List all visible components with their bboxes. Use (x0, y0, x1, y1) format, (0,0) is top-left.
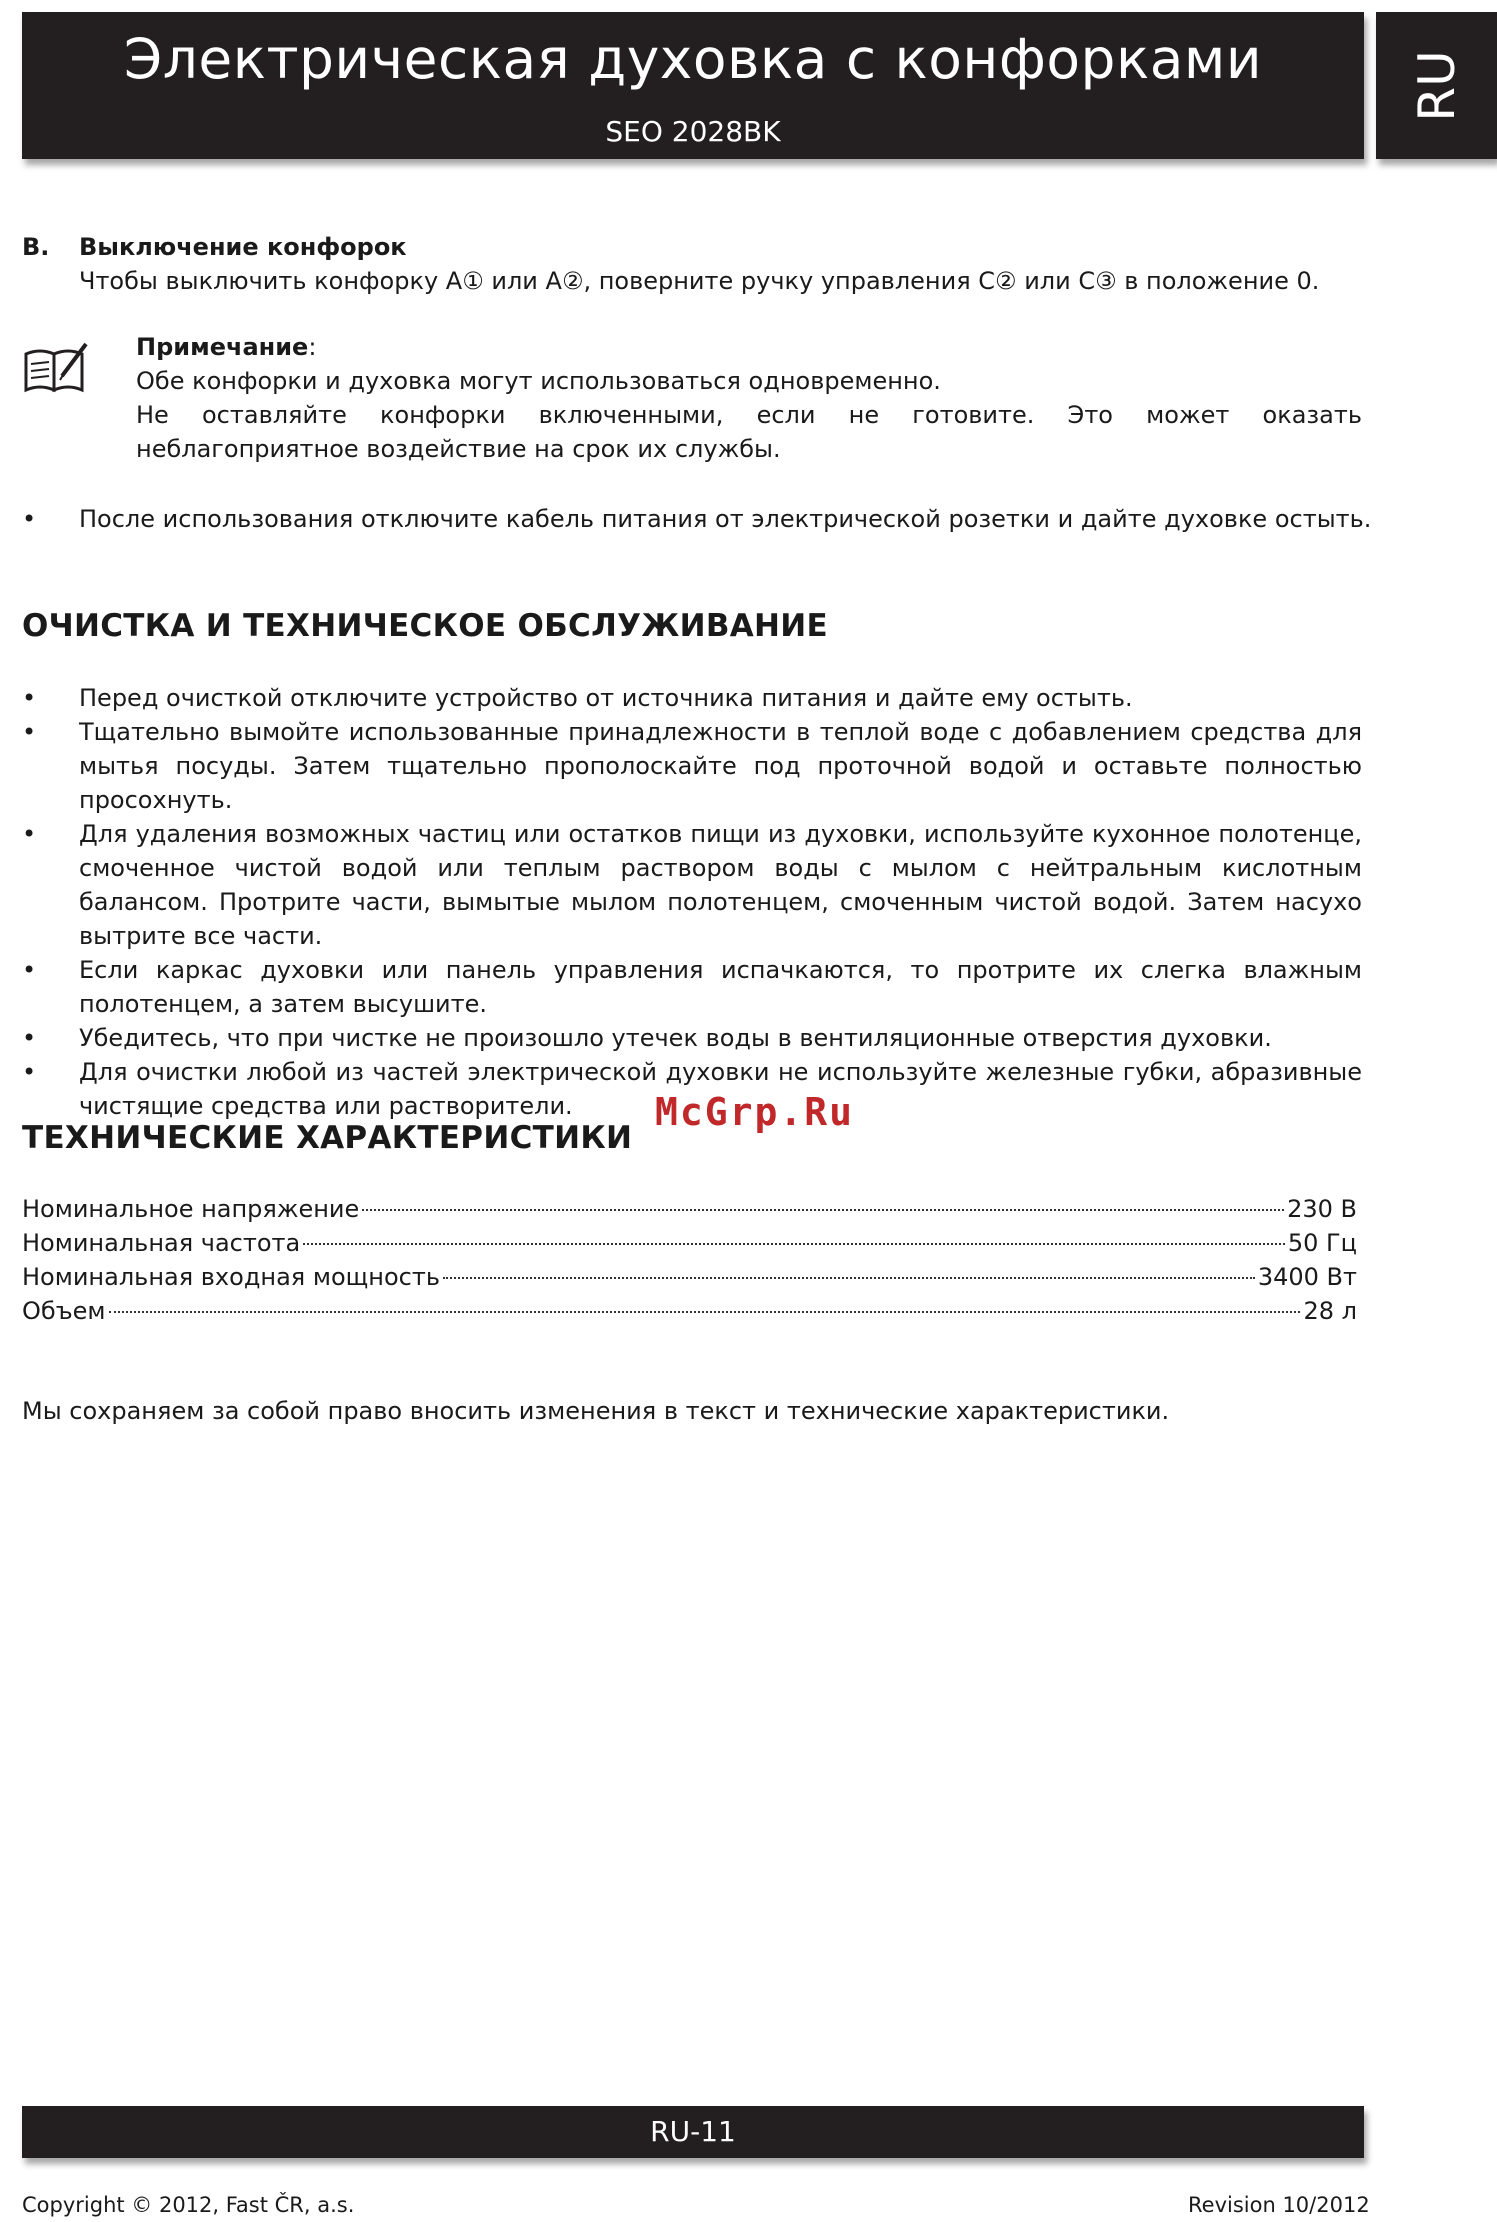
list-item (22, 953, 1362, 1021)
spec-value: 230 В (1287, 1195, 1357, 1223)
watermark: McGrp.Ru (655, 1090, 855, 1134)
list-item-text: Для очистки любой из частей электрической духовки не используйте железные губки, абразивные чистящие средства или растворители. (79, 1058, 1362, 1120)
language-code: RU (1407, 49, 1466, 122)
list-item (22, 1021, 1362, 1055)
list-item (22, 715, 1362, 817)
list-item (22, 817, 1362, 953)
bullet-icon: • (22, 1024, 37, 1052)
note-line-1: Обе конфорки и духовка могут использоваться одновременно. (136, 367, 941, 395)
list-item-text: Для удаления возможных частиц или остатков пищи из духовки, используйте кухонное полотенце, смоченное чистой водой или теплым раствором воды с мылом с нейтральным кислотным балансом. Протрите части, вымытые мылом полотенцем, смоченным чистой водой. Затем насухо вытрите все части. (79, 820, 1362, 950)
copyright: Copyright © 2012, Fast ČR, a.s. (22, 2193, 355, 2217)
dot-leader (443, 1277, 1255, 1279)
note-block (136, 330, 1362, 466)
spec-row (22, 1294, 1357, 1328)
spec-value: 28 л (1303, 1297, 1357, 1325)
cleaning-heading: ОЧИСТКА И ТЕХНИЧЕСКОЕ ОБСЛУЖИВАНИЕ (22, 608, 829, 644)
list-item (22, 681, 1362, 715)
dot-leader (362, 1209, 1284, 1211)
spec-label: Номинальная частота (22, 1229, 301, 1257)
after-use-text: После использования отключите кабель питания от электрической розетки и дайте духовке остыть. (79, 505, 1372, 533)
specs-heading: ТЕХНИЧЕСКИЕ ХАРАКТЕРИСТИКИ (22, 1120, 633, 1156)
cleaning-list (22, 681, 1362, 1123)
revision: Revision 10/2012 (1188, 2193, 1370, 2217)
list-item (22, 502, 1419, 536)
spec-row (22, 1192, 1357, 1226)
page-number: RU-11 (650, 2115, 736, 2148)
list-item-text: Если каркас духовки или панель управления испачкаются, то протрите их слегка влажным полотенцем, а затем высушите. (79, 956, 1362, 1018)
list-item-text: Перед очисткой отключите устройство от источника питания и дайте ему остыть. (79, 684, 1133, 712)
bullet-icon: • (22, 956, 37, 984)
language-tab (1376, 12, 1497, 159)
bullet-icon: • (22, 820, 37, 848)
note-line-2: Не оставляйте конфорки включенными, если не готовите. Это может оказать неблагоприятное воздействие на срок их службы. (136, 401, 1362, 463)
specs-table (22, 1192, 1357, 1328)
model-number: SEO 2028BK (605, 115, 781, 148)
note-title: Примечание (136, 333, 309, 361)
open-book-pencil-icon (22, 340, 90, 394)
spec-value: 50 Гц (1287, 1229, 1357, 1257)
list-item-text: Тщательно вымойте использованные принадлежности в теплой воде с добавлением средства для мытья посуды. Затем тщательно прополоскайте под проточной водой и оставьте полностью просохнуть. (79, 718, 1362, 814)
list-item-text: Убедитесь, что при чистке не произошло утечек воды в вентиляционные отверстия духовки. (79, 1024, 1272, 1052)
dot-leader (109, 1311, 1301, 1313)
section-text: Чтобы выключить конфорку A① или A②, поверните ручку управления C② или C③ в положение 0. (79, 267, 1320, 295)
bullet-icon: • (22, 1058, 37, 1086)
footer-bar (22, 2106, 1364, 2158)
spec-row (22, 1260, 1357, 1294)
spec-label: Номинальная входная мощность (22, 1263, 440, 1291)
header-bar (22, 12, 1364, 159)
spec-label: Номинальное напряжение (22, 1195, 360, 1223)
dot-leader (303, 1243, 1285, 1245)
bullet-icon: • (22, 684, 37, 712)
section-label: B. (22, 233, 50, 261)
disclaimer: Мы сохраняем за собой право вносить изменения в текст и технические характеристики. (22, 1397, 1170, 1425)
spec-label: Объем (22, 1297, 106, 1325)
note-colon: : (308, 333, 317, 361)
bullet-icon: • (22, 505, 37, 533)
bullet-icon: • (22, 718, 37, 746)
section-title: Выключение конфорок (79, 233, 407, 261)
spec-value: 3400 Вт (1257, 1263, 1357, 1291)
spec-row (22, 1226, 1357, 1260)
document-title: Электрическая духовка с конфорками (123, 27, 1263, 91)
